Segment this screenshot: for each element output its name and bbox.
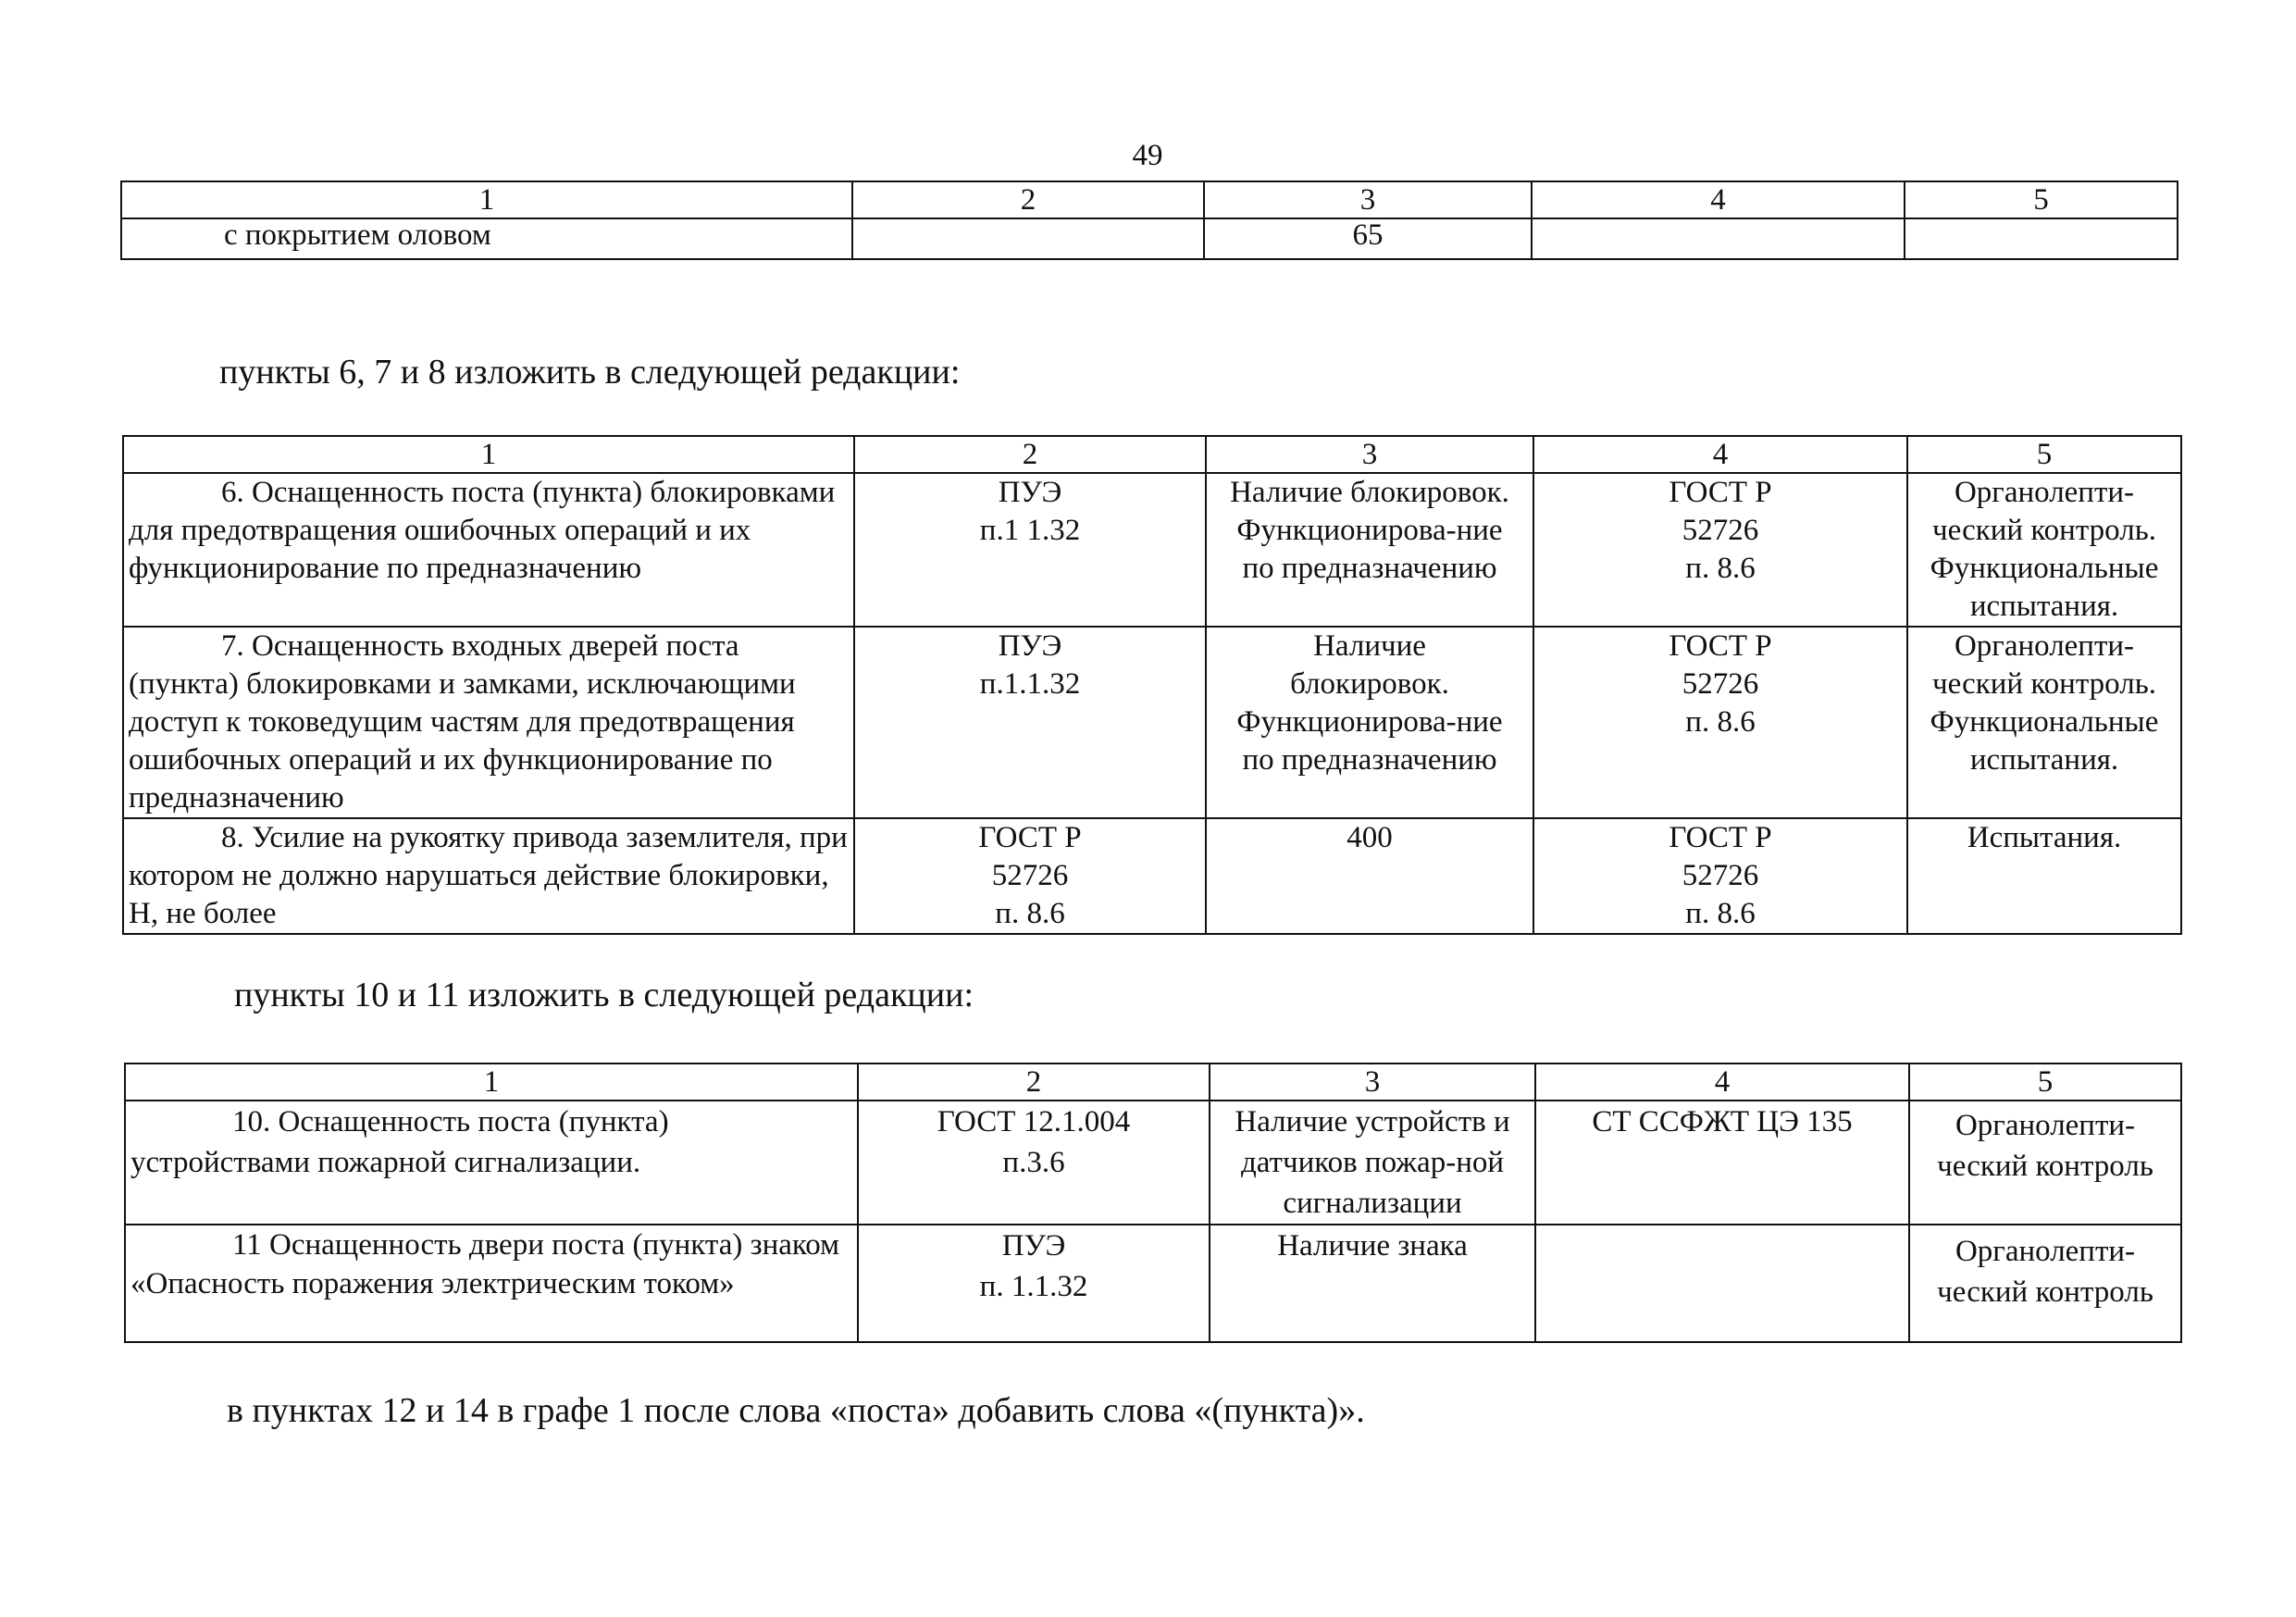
table-cell: Испытания. [1907,818,2181,934]
table-cell: ГОСТ Р 52726 п. 8.6 [1533,818,1907,934]
header-cell: 5 [1905,181,2178,218]
table-cell: ГОСТ Р 52726 п. 8.6 [854,818,1206,934]
header-cell: 1 [125,1063,858,1101]
table-row [125,1101,2181,1225]
table-cell [1532,218,1905,259]
table-row [123,473,2181,627]
table-header-row [123,436,2181,473]
table-cell: 65 [1204,218,1532,259]
table-cell [1535,1225,1909,1342]
header-cell: 2 [852,181,1204,218]
table-cell: 7. Оснащенность входных дверей поста (пункта) блокировками и замками, исключающими доступ к токоведущим частям для предотвращения ошибочных операций и их функционирование по предназначению [123,627,854,818]
header-cell: 4 [1535,1063,1909,1101]
header-cell: 4 [1532,181,1905,218]
table-cell: СТ ССФЖТ ЦЭ 135 [1535,1101,1909,1225]
table-cell [121,218,852,259]
table-cell: Наличие устройств и датчиков пожар-ной сигнализации [1210,1101,1535,1225]
header-cell: 3 [1204,181,1532,218]
table-cell: 8. Усилие на рукоятку привода заземлителя, при котором не должно нарушаться действие блокировки, Н, не более [123,818,854,934]
table-cell: Наличие блокировок. Функционирова-ние по предназначению [1206,473,1533,627]
table-cell [1905,218,2178,259]
table-cell: Органолепти- ческий контроль. Функциональные испытания. [1907,473,2181,627]
paragraph-instruction: пункты 6, 7 и 8 изложить в следующей редакции: [219,353,961,392]
table-top [120,180,2178,260]
header-cell: 5 [1907,436,2181,473]
table-main [122,435,2182,935]
header-cell: 3 [1210,1063,1535,1101]
table-row [123,627,2181,818]
table-cell: Наличие блокировок. Функционирова-ние по предназначению [1206,627,1533,818]
table-cell: ПУЭ п.1 1.32 [854,473,1206,627]
table-cell [852,218,1204,259]
header-cell: 2 [854,436,1206,473]
table-cell: 11 Оснащенность двери поста (пункта) знаком «Опасность поражения электрическим током» [125,1225,858,1342]
header-cell: 5 [1909,1063,2181,1101]
table-cell: 400 [1206,818,1533,934]
table-cell: 6. Оснащенность поста (пункта) блокировками для предотвращения ошибочных операций и их функционирование по предназначению [123,473,854,627]
table-cell: ПУЭ п. 1.1.32 [858,1225,1210,1342]
header-cell: 4 [1533,436,1907,473]
table-cell: ГОСТ Р 52726 п. 8.6 [1533,627,1907,818]
table-cell: Наличие знака [1210,1225,1535,1342]
table-cell: Органолепти- ческий контроль. Функциональные испытания. [1907,627,2181,818]
page-number: 49 [1132,139,1163,172]
header-cell: 1 [123,436,854,473]
table-cell: ПУЭ п.1.1.32 [854,627,1206,818]
header-cell: 2 [858,1063,1210,1101]
table-cell: ГОСТ 12.1.004 п.3.6 [858,1101,1210,1225]
cell-text: с покрытием оловом [224,218,491,252]
header-cell: 3 [1206,436,1533,473]
paragraph-instruction: пункты 10 и 11 изложить в следующей редакции: [234,976,974,1014]
paragraph-instruction: в пунктах 12 и 14 в графе 1 после слова «поста» добавить слова «(пункта)». [227,1391,1365,1430]
table-cell: 10. Оснащенность поста (пункта) устройствами пожарной сигнализации. [125,1101,858,1225]
table-row [125,1225,2181,1342]
table-row [123,818,2181,934]
table-cell: Органолепти- ческий контроль [1909,1225,2181,1342]
table-header-row [121,181,2178,218]
table-bottom [124,1063,2182,1343]
table-header-row [125,1063,2181,1101]
header-cell: 1 [121,181,852,218]
table-cell: ГОСТ Р 52726 п. 8.6 [1533,473,1907,627]
table-cell: Органолепти- ческий контроль [1909,1101,2181,1225]
table-row [121,218,2178,259]
